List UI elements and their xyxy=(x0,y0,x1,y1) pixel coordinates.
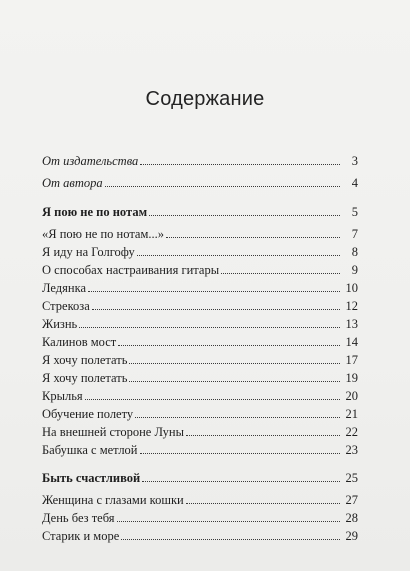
toc-entry-title: Стрекоза xyxy=(42,299,90,313)
toc-entry-title: День без тебя xyxy=(42,511,115,525)
toc-leader-dots xyxy=(137,255,340,256)
toc-entry-title: Калинов мост xyxy=(42,335,117,349)
toc-entry-title: Быть счастливой xyxy=(42,471,141,485)
toc-entry xyxy=(42,295,358,313)
toc-leader-dots xyxy=(135,417,340,418)
toc-leader-dots xyxy=(186,435,340,436)
toc-entry-title: О способах настраивания гитары xyxy=(42,263,220,277)
toc-entry xyxy=(42,507,358,525)
toc-entry-title: Я хочу полетать xyxy=(42,371,128,385)
toc-entry-title: Ледянка xyxy=(42,281,87,295)
toc-entry-page: 3 xyxy=(351,154,358,168)
toc-entry-page: 10 xyxy=(345,281,358,295)
toc-entry-title: Я пою не по нотам xyxy=(42,205,148,219)
toc-entry xyxy=(42,489,358,507)
toc-leader-dots xyxy=(118,345,340,346)
toc-entry-title: Крылья xyxy=(42,389,83,403)
toc-entry-page: 22 xyxy=(345,425,358,439)
toc-leader-dots xyxy=(140,453,340,454)
toc-entry-title: Бабушка с метлой xyxy=(42,443,138,457)
toc-leader-dots xyxy=(221,273,340,274)
toc-entry-page: 4 xyxy=(351,176,358,190)
toc-leader-dots xyxy=(129,381,340,382)
toc-entry-page: 7 xyxy=(351,227,358,241)
toc-entry xyxy=(42,367,358,385)
toc-entry xyxy=(42,421,358,439)
toc-entry-title: На внешней стороне Луны xyxy=(42,425,184,439)
toc-entry-title: Я хочу полетать xyxy=(42,353,128,367)
toc-leader-dots xyxy=(92,309,340,310)
toc-entry-title: От издательства xyxy=(42,154,139,168)
toc-entry xyxy=(42,150,358,168)
toc-entry xyxy=(42,241,358,259)
toc-entry xyxy=(42,313,358,331)
toc-leader-dots xyxy=(166,237,340,238)
toc-entry-title: Обучение полету xyxy=(42,407,134,421)
toc-entry-page: 5 xyxy=(351,205,358,219)
toc-leader-dots xyxy=(117,521,340,522)
toc-entry xyxy=(42,525,358,543)
toc-leader-dots xyxy=(105,186,340,187)
toc-entry-title: От автора xyxy=(42,176,103,190)
toc-leader-dots xyxy=(79,327,340,328)
toc-leader-dots xyxy=(88,291,340,292)
toc-leader-dots xyxy=(129,363,340,364)
toc-entry xyxy=(42,172,358,190)
toc-entry-page: 19 xyxy=(345,371,358,385)
toc-entry-page: 28 xyxy=(345,511,358,525)
toc-entry xyxy=(42,331,358,349)
page-title: Содержание xyxy=(145,88,265,110)
toc-entry xyxy=(42,349,358,367)
toc-entry-title: «Я пою не по нотам...» xyxy=(42,227,165,241)
toc-entry-page: 20 xyxy=(345,389,358,403)
toc-entry-page: 14 xyxy=(345,335,358,349)
toc-entry-title: Я иду на Голгофу xyxy=(42,245,135,259)
toc-entry xyxy=(42,403,358,421)
toc-leader-dots xyxy=(142,481,340,482)
toc-leader-dots xyxy=(85,399,340,400)
toc-entry-page: 21 xyxy=(345,407,358,421)
toc-entry-page: 13 xyxy=(345,317,358,331)
toc-entry xyxy=(42,277,358,295)
toc-entry-page: 23 xyxy=(345,443,358,457)
toc-entry-title: Женщина с глазами кошки xyxy=(42,493,184,507)
toc-leader-dots xyxy=(140,164,340,165)
toc-entry-page: 12 xyxy=(345,299,358,313)
toc-entry-page: 25 xyxy=(345,471,358,485)
toc-entry-page: 27 xyxy=(345,493,358,507)
toc-entry-title: Старик и море xyxy=(42,529,120,543)
toc-leader-dots xyxy=(186,503,340,504)
toc-entry-page: 9 xyxy=(351,263,358,277)
toc-entry xyxy=(42,467,358,485)
toc-entry-page: 8 xyxy=(351,245,358,259)
toc-entry xyxy=(42,385,358,403)
toc-entry-title: Жизнь xyxy=(42,317,78,331)
toc-leader-dots xyxy=(149,215,340,216)
toc-entry-page: 17 xyxy=(345,353,358,367)
toc-entry xyxy=(42,201,358,219)
toc-entry xyxy=(42,223,358,241)
toc-entry-page: 29 xyxy=(345,529,358,543)
toc-entry xyxy=(42,439,358,457)
toc-entry xyxy=(42,259,358,277)
toc-leader-dots xyxy=(121,539,340,540)
